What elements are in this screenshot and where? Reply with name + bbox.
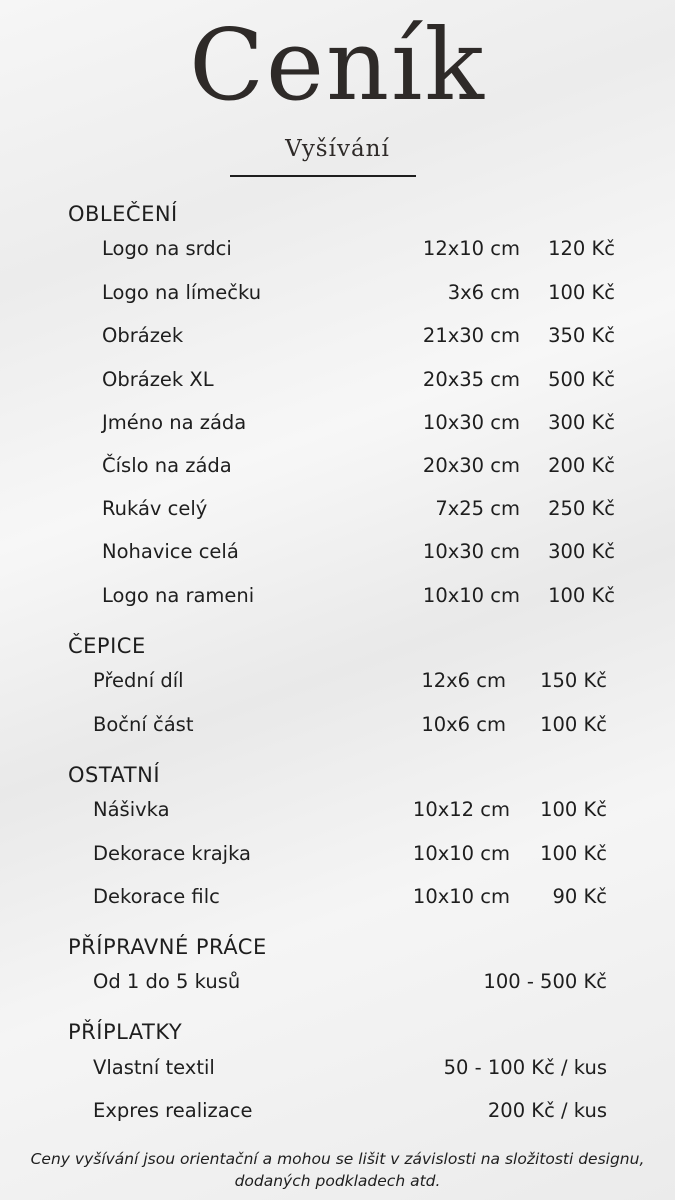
item-price: 200 Kč xyxy=(548,454,615,477)
item-size: 10x10 cm xyxy=(412,842,510,865)
item-price: 300 Kč xyxy=(548,411,615,434)
price-row xyxy=(0,970,675,1000)
item-name: Logo na srdci xyxy=(102,237,232,260)
section-heading: ČEPICE xyxy=(68,634,146,658)
item-name: Nohavice celá xyxy=(102,540,239,563)
item-size: 10x10 cm xyxy=(422,584,520,607)
item-name: Boční část xyxy=(93,713,194,736)
section-heading: OSTATNÍ xyxy=(68,763,161,787)
item-size: 10x30 cm xyxy=(422,411,520,434)
item-size: 10x12 cm xyxy=(412,798,510,821)
price-row xyxy=(0,324,675,354)
price-row xyxy=(0,885,675,915)
item-name: Nášivka xyxy=(93,798,170,821)
item-price: 90 Kč xyxy=(552,885,607,908)
item-price: 100 Kč xyxy=(548,281,615,304)
page-title: Ceník xyxy=(189,9,486,123)
item-price: 100 Kč xyxy=(540,713,607,736)
item-name: Logo na límečku xyxy=(102,281,262,304)
price-row xyxy=(0,1056,675,1086)
item-price: 150 Kč xyxy=(540,669,607,692)
item-size: 10x10 cm xyxy=(412,885,510,908)
item-price: 100 Kč xyxy=(548,584,615,607)
page-subtitle: Vyšívání xyxy=(285,136,390,162)
item-size: 7x25 cm xyxy=(435,497,520,520)
item-name: Expres realizace xyxy=(93,1099,253,1122)
item-price: 250 Kč xyxy=(548,497,615,520)
footnote: Ceny vyšívání jsou orientační a mohou se lišit v závislosti na složitosti designu, dodaných podkladech atd. xyxy=(30,1150,645,1190)
item-price: 100 Kč xyxy=(540,798,607,821)
price-row xyxy=(0,842,675,872)
price-row xyxy=(0,798,675,828)
item-name: Dekorace filc xyxy=(93,885,220,908)
item-price: 350 Kč xyxy=(548,324,615,347)
item-name: Od 1 do 5 kusů xyxy=(93,970,241,993)
item-price: 100 - 500 Kč xyxy=(483,970,607,993)
price-row xyxy=(0,281,675,311)
item-size: 10x6 cm xyxy=(421,713,506,736)
item-price: 300 Kč xyxy=(548,540,615,563)
price-row xyxy=(0,1099,675,1129)
price-row xyxy=(0,540,675,570)
item-size: 10x30 cm xyxy=(422,540,520,563)
item-name: Přední díl xyxy=(93,669,184,692)
item-size: 21x30 cm xyxy=(422,324,520,347)
title-divider xyxy=(230,175,416,177)
item-name: Rukáv celý xyxy=(102,497,208,520)
item-price: 500 Kč xyxy=(548,368,615,391)
section-heading: PŘÍPLATKY xyxy=(68,1020,183,1044)
item-size: 20x30 cm xyxy=(422,454,520,477)
item-size: 3x6 cm xyxy=(447,281,520,304)
item-price: 50 - 100 Kč / kus xyxy=(443,1056,607,1079)
item-name: Obrázek XL xyxy=(102,368,214,391)
item-name: Jméno na záda xyxy=(102,411,247,434)
price-row xyxy=(0,669,675,699)
price-row xyxy=(0,368,675,398)
item-size: 12x6 cm xyxy=(421,669,506,692)
item-name: Číslo na záda xyxy=(102,454,232,477)
item-size: 12x10 cm xyxy=(422,237,520,260)
price-row xyxy=(0,411,675,441)
item-name: Obrázek xyxy=(102,324,184,347)
item-price: 100 Kč xyxy=(540,842,607,865)
item-price: 120 Kč xyxy=(548,237,615,260)
price-row xyxy=(0,454,675,484)
section-heading: PŘÍPRAVNÉ PRÁCE xyxy=(68,935,267,959)
item-size: 20x35 cm xyxy=(422,368,520,391)
item-name: Dekorace krajka xyxy=(93,842,251,865)
price-row xyxy=(0,497,675,527)
item-price: 200 Kč / kus xyxy=(487,1099,607,1122)
price-row xyxy=(0,237,675,267)
item-name: Vlastní textil xyxy=(93,1056,215,1079)
item-name: Logo na rameni xyxy=(102,584,255,607)
section-heading: OBLEČENÍ xyxy=(68,202,178,226)
price-row xyxy=(0,713,675,743)
price-row xyxy=(0,584,675,614)
